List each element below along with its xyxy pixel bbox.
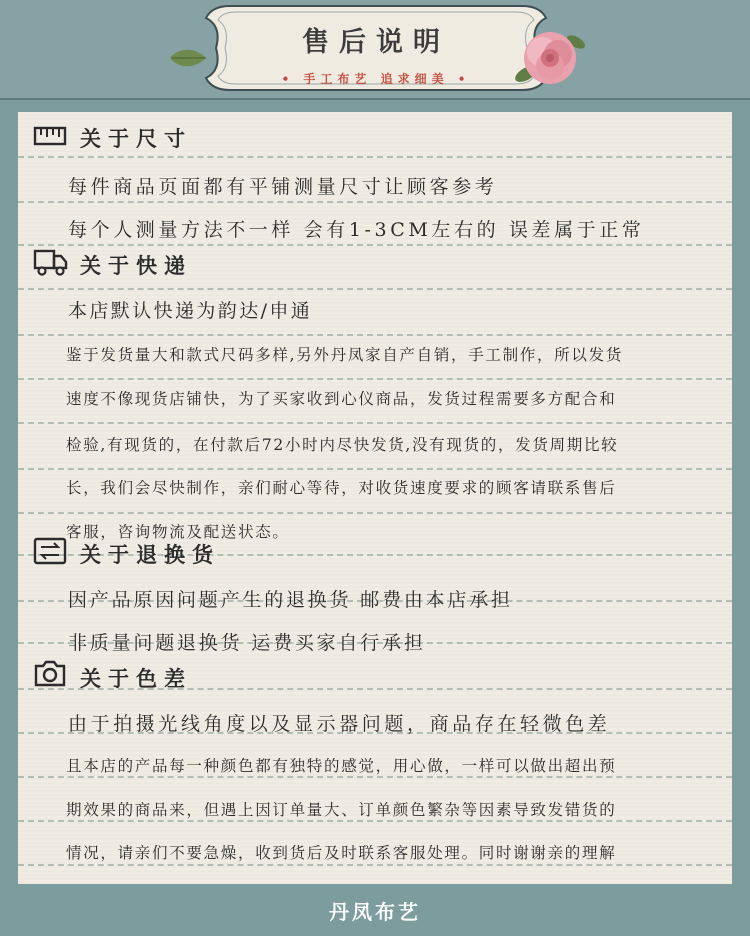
shipping-line: 检验,有现货的，在付款后72小时内尽快发货,没有现货的，发货周期比较	[66, 436, 619, 454]
color-line: 由于拍摄光线角度以及显示器问题，商品存在轻微色差	[68, 713, 611, 735]
size-line: 每件商品页面都有平铺测量尺寸让顾客参考	[68, 176, 498, 198]
shipping-line: 鉴于发货量大和款式尺码多样,另外丹凤家自产自销，手工制作，所以发货	[66, 346, 624, 364]
size-line: 每个人测量方法不一样 会有1-3CM左右的 误差属于正常	[68, 219, 645, 241]
truck-icon	[33, 246, 69, 278]
page-subtitle: • 手工布艺 追求细美 •	[281, 72, 471, 86]
ruler-icon	[33, 124, 67, 148]
shipping-line: 本店默认快递为韵达/申通	[68, 300, 313, 322]
footer-brand: 丹凤布艺	[329, 900, 421, 924]
exchange-icon	[33, 536, 67, 566]
page-title: 售后说明	[302, 27, 450, 58]
color-line: 期效果的商品来，但遇上因订单量大、订单颜色繁杂等因素导致发错货的	[66, 801, 617, 819]
returns-line: 非质量问题退换货 运费买家自行承担	[68, 632, 426, 654]
peony-flower-icon	[512, 22, 588, 94]
color-line: 情况，请亲们不要急燥，收到货后及时联系客服处理。同时谢谢亲的理解	[66, 844, 617, 862]
color-line: 且本店的产品每一种颜色都有独特的感觉，用心做，一样可以做出超出预	[66, 757, 617, 775]
section-title-color: 关于色差	[80, 666, 192, 691]
shipping-line: 速度不像现货店铺快，为了买家收到心仪商品，发货过程需要多方配合和	[66, 390, 617, 408]
returns-line: 因产品原因问题产生的退换货 邮费由本店承担	[68, 589, 513, 611]
header-banner	[0, 0, 750, 100]
section-title-returns: 关于退换货	[80, 542, 220, 567]
section-title-shipping: 关于快递	[80, 253, 192, 278]
header-plaque	[200, 4, 552, 92]
section-title-size: 关于尺寸	[80, 126, 192, 151]
shipping-line: 客服，咨询物流及配送状态。	[66, 523, 290, 541]
camera-icon	[33, 658, 67, 688]
shipping-line: 长，我们会尽快制作，亲们耐心等待，对收货速度要求的顾客请联系售后	[66, 479, 617, 497]
content-paper	[18, 112, 732, 884]
